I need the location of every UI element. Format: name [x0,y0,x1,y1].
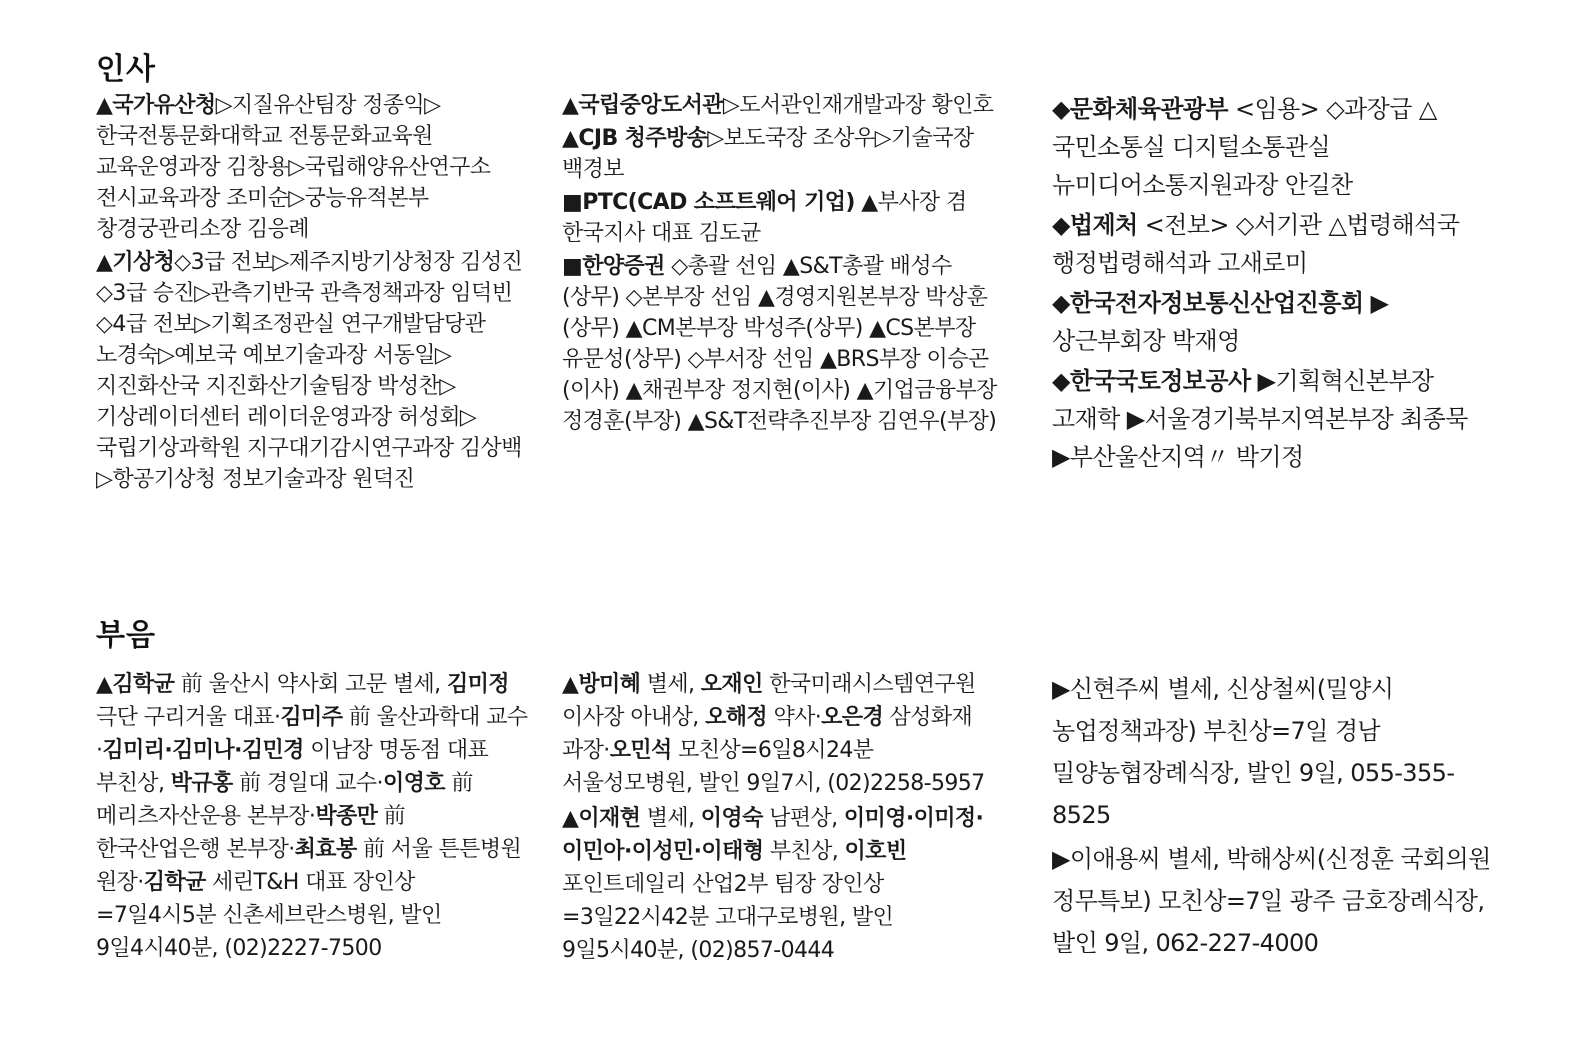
obituary-text: 前 경일대 교수· [232,771,383,796]
entry-bullet: ▲ [562,93,579,118]
appointments-column-1 [96,90,530,497]
person-name: 이재현 [578,806,641,831]
appointment-details: ▶상근부회장 박재영 [1052,289,1389,355]
section-title-obituaries: 부음 [96,618,156,653]
section-title-appointments: 인사 [96,52,156,87]
person-name: 오재인 [700,672,763,697]
entry-bullet: ▲ [562,126,579,151]
obituary-text: 약사· [767,705,822,730]
appointment-entry [562,187,1002,249]
organization-name: 국가유산청 [112,93,216,118]
person-name: 박종만 [315,804,378,829]
appointment-details: ▷보도국장 조상우▷기술국장 백경보 [562,126,974,182]
person-name: 이미영·이미정·이민아·이성민·이태형 [562,806,984,864]
obituary-text: 세린T&H 대표 장인상=7일4시5분 신촌세브란스병원, 발인 9일4시40분, (02)2227-7500 [96,870,442,961]
person-name: 방미혜 [578,672,641,697]
person-name: 김미정 [446,672,509,697]
entry-bullet: ▲ [562,672,579,697]
section-appointments [0,40,1586,560]
obituary-entry [1052,668,1492,836]
entry-bullet: ◆ [1052,289,1070,317]
appointment-entry [1052,90,1492,204]
entry-bullet: ▲ [96,250,113,275]
obituary-text: 극단 구리거울 대표· [96,705,281,730]
organization-name: 한국전자정보통신산업진흥회 [1069,289,1364,317]
appointment-entry [1052,206,1492,282]
appointment-entry [1052,284,1492,360]
organization-name: 국립중앙도서관 [578,93,723,118]
obituary-text: 별세, [640,806,701,831]
obituary-text: 별세, [640,672,701,697]
person-name: 김학균 [112,672,175,697]
section-obituaries [0,606,1586,1026]
entry-bullet: ▲ [96,93,113,118]
person-name: 김학균 [143,870,206,895]
obituary-text: 이남장 명동점 대표 부친상, [96,738,489,796]
appointment-details: <임용> ◇과장급 △국민소통실 디지털소통관실 뉴미디어소통지원과장 안길찬 [1052,95,1437,199]
obituary-text: 남편상, [762,806,844,831]
appointment-entry [562,251,1002,437]
person-name: 박규홍 [170,771,233,796]
obituary-text: 前 서울 튼튼병원 원장· [96,837,522,895]
obituary-text: 포인트데일리 산업2부 팀장 장인상=3일22시42분 고대구로병원, 발인 9일5시40분, (02)857-0444 [562,872,894,963]
obituary-entry [96,668,530,965]
organization-name: 기상청 [112,250,175,275]
entry-bullet: ◆ [1052,211,1070,239]
obituaries-column-3 [1052,668,1492,966]
appointment-details: ▷지질유산팀장 정종익▷한국전통문화대학교 전통문화교육원 교육운영과장 김창용▷국립해양유산연구소 전시교육과장 조미순▷궁능유적본부 창경궁관리소장 김응례 [96,93,491,242]
entry-bullet: ◆ [1052,367,1070,395]
person-name: 오은경 [821,705,884,730]
entry-bullet: ■ [562,190,583,215]
obituary-text: 前 울산시 약사회 고문 별세, [174,672,447,697]
appointment-details: <전보> ◇서기관 △법령해석국 행정법령해석과 고새로미 [1052,211,1460,277]
appointments-column-2 [562,90,1002,439]
appointment-entry [562,123,1002,185]
organization-name: 한국국토정보공사 [1069,367,1251,395]
person-name: 이호빈 [844,839,907,864]
obituary-entry [1052,838,1492,964]
appointment-entry [96,247,530,495]
entry-bullet: ◆ [1052,95,1070,123]
obituary-text: 前 울산과학대 교수· [96,705,528,763]
entry-bullet: ■ [562,254,583,279]
organization-name: PTC(CAD 소프트웨어 기업) [582,190,855,215]
obituary-text: 삼성화재 과장· [562,705,973,763]
obituary-text: 한국미래시스템연구원 이사장 아내상, [562,672,976,730]
person-name: 이영호 [382,771,445,796]
appointment-entry [1052,362,1492,476]
appointment-details: ▲부사장 겸 한국지사 대표 김도균 [562,190,967,246]
obituary-entry [562,668,1002,800]
obituary-text: 신현주씨 별세, 신상철씨(밀양시 농업정책과장) 부친상=7일 경남 밀양농협장례식장, 발인 9일, 055-355-8525 [1052,675,1455,829]
person-name: 최효봉 [294,837,357,862]
appointment-details: ◇총괄 선임 ▲S&T총괄 배성수(상무) ◇본부장 선임 ▲경영지원본부장 박상훈(상무) ▲CM본부장 박성주(상무) ▲CS본부장 유문성(상무) ◇부서장 선임 ▲BRS부장 이승곤(이사) ▲채권부장 정지현(이사) ▲기업금융부장 정경훈(부장) ▲S&T전략추진부장 김연우(부장) [562,254,997,434]
obituary-text: 부친상, [763,839,845,864]
entry-bullet: ▲ [96,672,113,697]
person-name: 이영숙 [700,806,763,831]
organization-name: 문화체육관광부 [1069,95,1228,123]
appointment-entry [96,90,530,245]
appointment-details: ◇3급 전보▷제주지방기상청장 김성진◇3급 승진▷관측기반국 관측정책과장 임덕빈◇4급 전보▷기획조정관실 연구개발담당관 노경숙▷예보국 예보기술과장 서동일▷지진화산국 지진화산기술팀장 박성찬▷기상레이더센터 레이더운영과장 허성회▷국립기상과학원 지구대기감시연구과장 김상백▷항공기상청 정보기술과장 원덕진 [96,250,523,492]
entry-bullet: ▶ [1052,845,1070,873]
person-name: 김미리·김미나·김민경 [102,738,304,763]
person-name: 오민석 [609,738,672,763]
appointment-details: ▷도서관인재개발과장 황인호 [722,93,994,118]
organization-name: 법제처 [1069,211,1138,239]
obituary-text: 이애용씨 별세, 박해상씨(신정훈 국회의원 정무특보) 모친상=7일 광주 금호장례식장, 발인 9일, 062-227-4000 [1052,845,1491,957]
obituary-entry [562,802,1002,967]
organization-name: CJB 청주방송 [578,126,708,151]
obituaries-column-1 [96,668,530,967]
entry-bullet: ▲ [562,806,579,831]
person-name: 오해정 [705,705,768,730]
person-name: 김미주 [280,705,343,730]
organization-name: 한양증권 [582,254,665,279]
obituaries-column-2 [562,668,1002,969]
obituary-text: 前 한국산업은행 본부장· [96,804,406,862]
entry-bullet: ▶ [1052,675,1070,703]
obituary-text: 모친상=6일8시24분 서울성모병원, 발인 9일7시, (02)2258-5957 [562,738,985,796]
appointments-column-3 [1052,90,1492,478]
appointment-details: ▶기획혁신본부장 고재학 ▶서울경기북부지역본부장 최종묵 ▶부산울산지역〃 박기정 [1052,367,1468,471]
appointment-entry [562,90,1002,121]
obituary-text: 前 메리츠자산운용 본부장· [96,771,473,829]
